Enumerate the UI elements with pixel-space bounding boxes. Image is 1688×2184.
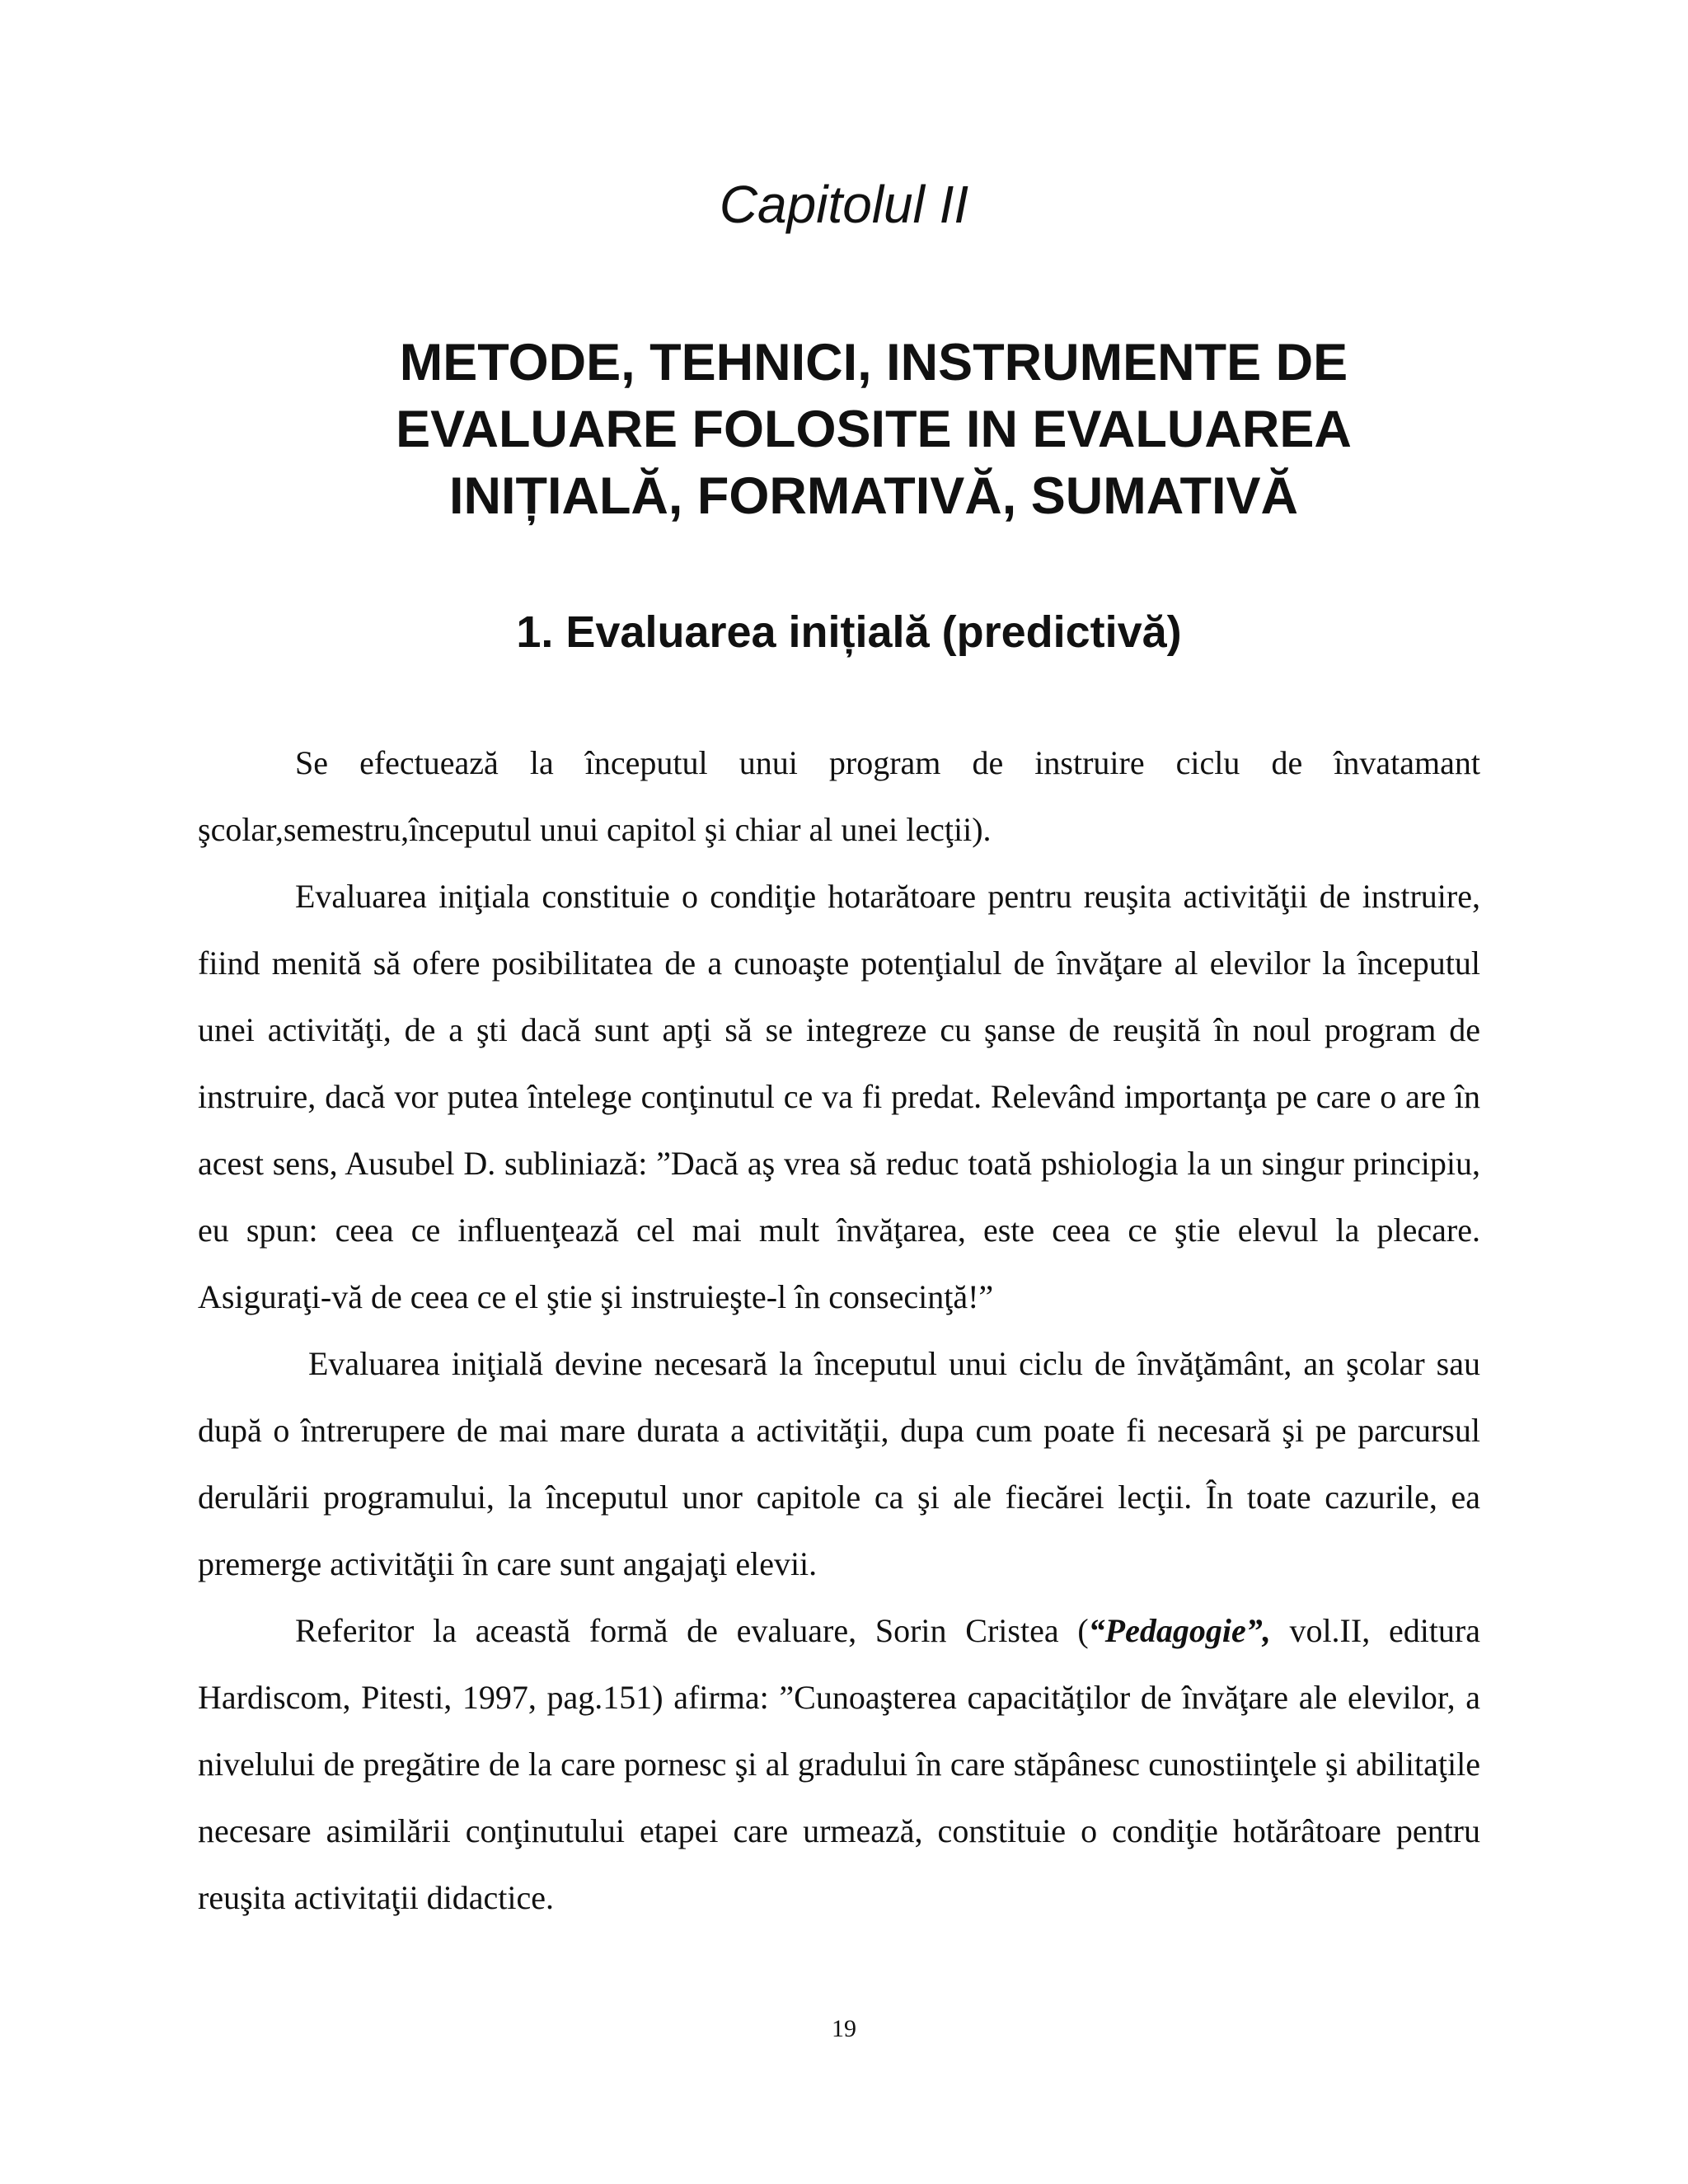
- body-text: [198, 729, 1480, 1931]
- main-title-line: METODE, TEHNICI, INSTRUMENTE DE: [399, 334, 1348, 391]
- paragraph: Se efectuează la începutul unui program de instruire ciclu de învatamant şcolar,semestru,începutul unui capitol şi chiar al unei lecţii).: [198, 744, 1480, 848]
- paragraph: Evaluarea iniţială devine necesară la începutul unui ciclu de învăţământ, an şcolar sau după o întrerupere de mai mare durata a activităţii, dupa cum poate fi necesară şi pe parcursul derulării programului, la începutul unor capitole ca şi ale fiecărei lecţii. În toate cazurile, ea premerge activităţii în care sunt angajaţi elevii.: [198, 1345, 1480, 1582]
- main-title-line: INIȚIALĂ, FORMATIVĂ, SUMATIVĂ: [448, 467, 1299, 525]
- chapter-heading: Capitolul II: [719, 175, 969, 234]
- main-title-line: EVALUARE FOLOSITE IN EVALUAREA: [396, 401, 1352, 458]
- paragraph-text: Referitor la această formă de evaluare, Sorin Cristea (: [295, 1612, 1089, 1649]
- paragraph: [198, 1597, 1480, 1931]
- main-title: [330, 330, 1418, 530]
- paragraph-text: vol.II, editura Hardiscom, Pitesti, 1997, pag.151) afirma: ”Cunoaşterea capacităţilor de învăţare ale elevilor, a nivelului de pregătire de la care pornesc şi al gradului în care stăpânesc cunostiinţele şi abilitaţile necesare asimilării conţinutului etapei care urmează, constituie o condiţie hotărâtoare pentru reuşita activitaţii didactice.: [198, 1612, 1480, 1916]
- section-title: 1. Evaluarea inițială (predictivă): [516, 607, 1182, 657]
- book-title: “Pedagogie”,: [1088, 1612, 1271, 1649]
- page-number: 19: [832, 2015, 856, 2042]
- paragraph: Evaluarea iniţiala constituie o condiţie hotarătoare pentru reuşita activităţii de instruire, fiind menită să ofere posibilitatea de a cunoaşte potenţialul de învăţare al elevilor la începutul unei activităţi, de a şti dacă sunt apţi să se integreze cu şanse de reuşită în noul program de instruire, dacă vor putea întelege conţinutul ce va fi predat. Relevând importanţa pe care o are în acest sens, Ausubel D. subliniază: ”Dacă aş vrea să reduc toată pshiologia la un singur principiu, eu spun: ceea ce influenţează cel mai mult învăţarea, este ceea ce ştie elevul la plecare. Asiguraţi-vă de ceea ce el ştie şi instruieşte-l în consecinţă!”: [198, 878, 1480, 1315]
